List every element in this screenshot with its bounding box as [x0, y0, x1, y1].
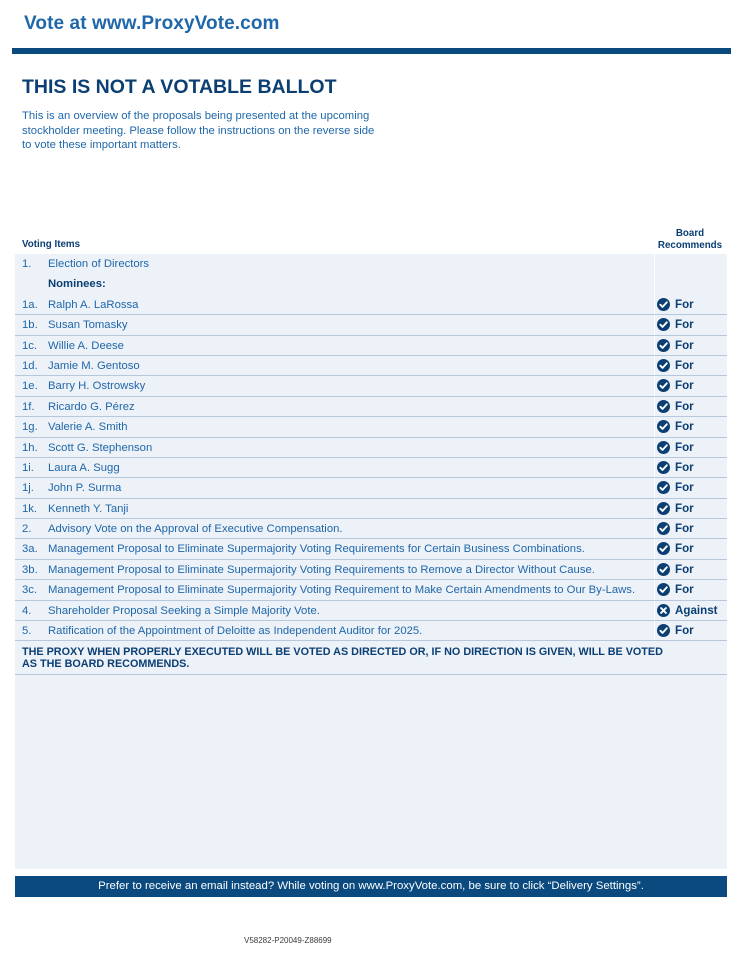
check-circle-icon	[657, 400, 670, 413]
check-circle-icon	[657, 441, 670, 454]
check-circle-icon	[657, 502, 670, 515]
item-label: Susan Tomasky	[48, 319, 128, 332]
ballot-intro: This is an overview of the proposals being presented at the upcoming stockholder meeting. Please follow the instructions on the reverse side to vote these important matters.	[22, 110, 375, 152]
item-label: Laura A. Sugg	[48, 461, 120, 474]
check-circle-icon	[657, 563, 670, 576]
recommendation-text: For	[675, 542, 694, 556]
board-recommendation	[657, 461, 694, 474]
item-label: Ricardo G. Pérez	[48, 400, 135, 413]
table-row	[15, 336, 727, 356]
item-label: Management Proposal to Eliminate Supermajority Voting Requirements to Remove a Director Without Cause.	[48, 563, 595, 576]
board-recommendation	[657, 604, 718, 617]
item-number: 1h.	[22, 441, 38, 454]
item-number: 1a.	[22, 298, 38, 311]
table-row	[15, 580, 727, 600]
recommendation-text: For	[675, 501, 694, 515]
item-label: Ratification of the Appointment of Deloitte as Independent Auditor for 2025.	[48, 625, 423, 638]
column-header-board-line1: Board	[675, 228, 705, 239]
item-label: Ralph A. LaRossa	[48, 298, 139, 311]
recommendation-text: For	[675, 522, 694, 536]
check-circle-icon	[657, 481, 670, 494]
table-row	[15, 397, 727, 417]
recommendation-text: For	[675, 562, 694, 576]
item-number: 2.	[22, 523, 32, 536]
table-row	[15, 274, 727, 294]
recommendation-text: For	[675, 583, 694, 597]
table-row	[15, 356, 727, 376]
recommendation-text: Against	[675, 603, 718, 617]
item-number: 1f.	[22, 400, 35, 413]
board-recommendation	[657, 400, 694, 413]
check-circle-icon	[657, 298, 670, 311]
recommendation-text: For	[675, 481, 694, 495]
proxy-note-text: THE PROXY WHEN PROPERLY EXECUTED WILL BE VOTED AS DIRECTED OR, IF NO DIRECTION IS GIVEN, WILL BE VOTED AS THE BOARD RECOMMENDS.	[22, 646, 663, 670]
column-header-board-recommends	[652, 228, 728, 251]
check-circle-icon	[657, 583, 670, 596]
check-circle-icon	[657, 359, 670, 372]
table-row	[15, 295, 727, 315]
board-recommendation	[657, 441, 694, 454]
header-rule	[12, 48, 731, 54]
check-circle-icon	[657, 624, 670, 637]
table-row	[15, 621, 727, 641]
item-label: Scott G. Stephenson	[48, 441, 153, 454]
table-row	[15, 254, 727, 274]
item-number: 3c.	[22, 584, 38, 597]
item-number: 1k.	[22, 502, 38, 515]
document-code: V58282-P20049-Z88699	[244, 936, 332, 945]
check-circle-icon	[657, 420, 670, 433]
table-row	[15, 499, 727, 519]
item-label: John P. Surma	[48, 482, 122, 495]
table-row	[15, 601, 727, 621]
table-row	[15, 458, 727, 478]
item-label: Kenneth Y. Tanji	[48, 502, 129, 515]
board-recommendation	[657, 420, 694, 433]
board-recommendation	[657, 522, 694, 535]
recommendation-text: For	[675, 624, 694, 638]
recommendation-text: For	[675, 399, 694, 413]
table-row	[15, 478, 727, 498]
item-number: 1d.	[22, 359, 38, 372]
column-header-board-line2: Recommends	[657, 239, 723, 251]
board-recommendation	[657, 339, 694, 352]
board-recommendation	[657, 542, 694, 555]
item-label: Jamie M. Gentoso	[48, 359, 140, 372]
recommendation-text: For	[675, 379, 694, 393]
check-circle-icon	[657, 542, 670, 555]
item-label: Advisory Vote on the Approval of Executive Compensation.	[48, 523, 343, 536]
item-number: 5.	[22, 625, 32, 638]
table-row	[15, 376, 727, 396]
board-recommendation	[657, 502, 694, 515]
item-number: 3b.	[22, 563, 38, 576]
board-recommendation	[657, 481, 694, 494]
item-label: Management Proposal to Eliminate Supermajority Voting Requirement to Make Certain Amendments to Our By-Laws.	[48, 584, 636, 597]
item-label: Valerie A. Smith	[48, 421, 128, 434]
table-row	[15, 438, 727, 458]
check-circle-icon	[657, 318, 670, 331]
recommendation-text: For	[675, 318, 694, 332]
table-row	[15, 519, 727, 539]
proxy-note	[15, 642, 727, 675]
recommendation-text: For	[675, 440, 694, 454]
x-circle-icon	[657, 604, 670, 617]
recommendation-text: For	[675, 297, 694, 311]
item-label: Nominees:	[48, 278, 106, 291]
board-recommendation	[657, 379, 694, 392]
item-number: 1g.	[22, 421, 38, 434]
item-number: 1.	[22, 258, 32, 270]
recommendation-text: For	[675, 358, 694, 372]
table-row	[15, 417, 727, 437]
voting-items-table	[15, 254, 727, 641]
column-header-voting-items: Voting Items	[22, 239, 81, 250]
item-number: 1i.	[22, 461, 34, 474]
table-row	[15, 539, 727, 559]
item-number: 1c.	[22, 339, 38, 352]
recommendation-text: For	[675, 420, 694, 434]
item-number: 1b.	[22, 319, 38, 332]
board-recommendation	[657, 563, 694, 576]
item-label: Shareholder Proposal Seeking a Simple Majority Vote.	[48, 604, 320, 617]
check-circle-icon	[657, 339, 670, 352]
item-number: 3a.	[22, 543, 38, 556]
check-circle-icon	[657, 461, 670, 474]
item-number: 4.	[22, 604, 32, 617]
recommendation-text: For	[675, 338, 694, 352]
ballot-title: THIS IS NOT A VOTABLE BALLOT	[22, 76, 337, 98]
board-recommendation	[657, 318, 694, 331]
item-label: Barry H. Ostrowsky	[48, 380, 146, 393]
recommendation-text: For	[675, 460, 694, 474]
item-label: Management Proposal to Eliminate Supermajority Voting Requirements for Certain Business Combinations.	[48, 543, 585, 556]
delivery-settings-banner[interactable]: Prefer to receive an email instead? While voting on www.ProxyVote.com, be sure to click “Delivery Settings”.	[15, 876, 727, 897]
check-circle-icon	[657, 379, 670, 392]
table-row	[15, 315, 727, 335]
board-recommendation	[657, 583, 694, 596]
board-recommendation	[657, 624, 694, 637]
board-recommendation	[657, 298, 694, 311]
check-circle-icon	[657, 522, 670, 535]
item-label: Election of Directors	[48, 258, 150, 270]
header-title[interactable]: Vote at www.ProxyVote.com	[24, 13, 280, 34]
item-number: 1e.	[22, 380, 38, 393]
item-number: 1j.	[22, 482, 34, 495]
board-recommendation	[657, 359, 694, 372]
table-row	[15, 560, 727, 580]
item-label: Willie A. Deese	[48, 339, 124, 352]
